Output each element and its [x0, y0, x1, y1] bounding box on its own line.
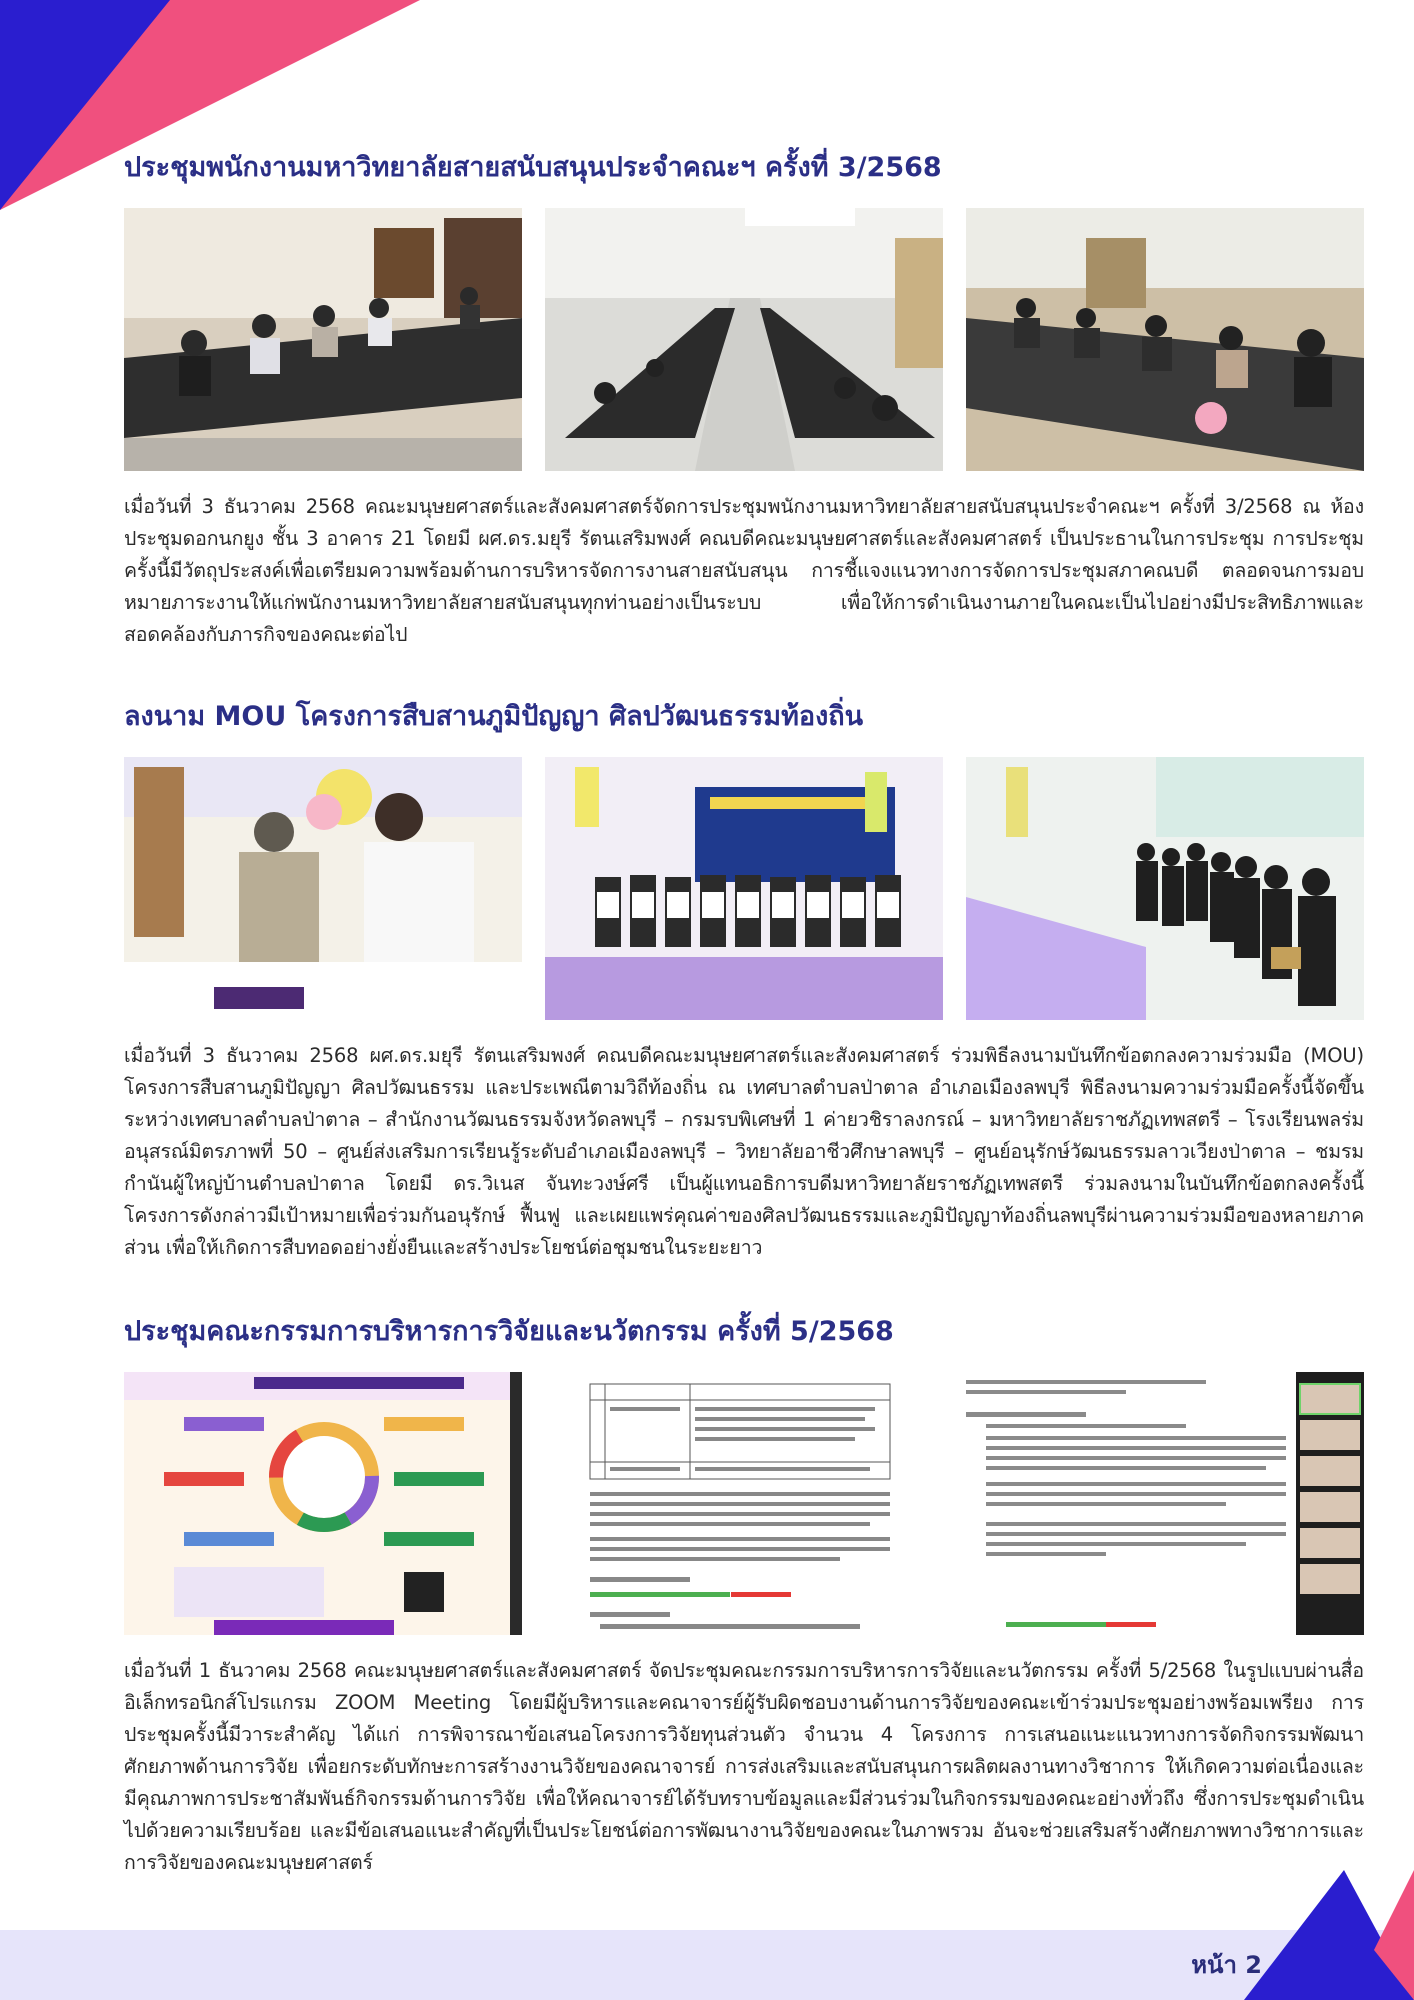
- section-title: ประชุมคณะกรรมการบริหารการวิจัยและนวัตกรรม ครั้งที่ 5/2568: [124, 1316, 894, 1347]
- section-title: ลงนาม MOU โครงการสืบสานภูมิปัญญา ศิลปวัฒนธรรมท้องถิ่น: [124, 701, 864, 732]
- page-number: หน้า 2: [1191, 1951, 1262, 1979]
- photo-row: [124, 757, 1364, 1020]
- photo-row: [124, 1372, 1364, 1635]
- mou-group-photo: [545, 757, 943, 1020]
- section-body: เมื่อวันที่ 3 ธันวาคม 2568 ผศ.ดร.มยุรี รัตนเสริมพงศ์ คณบดีคณะมนุษยศาสตร์และสังคมศาสตร์ ร่วมพิธีลงนามบันทึกข้อตกลงความร่วมมือ (MOU) โครงการสืบสานภูมิปัญญา ศิลปวัฒนธรรม และประเพณีตามวิถีท้องถิ่น ณ เทศบาลตำบลป่าตาล อำเภอเมืองลพบุรี พิธีลงนามความร่วมมือครั้งนี้จัดขึ้นระหว่างเทศบาลตำบลป่าตาล – สำนักงานวัฒนธรรมจังหวัดลพบุรี – กรมรบพิเศษที่ 1 ค่ายวชิราลงกรณ์ – มหาวิทยาลัยราชภัฏเทพสตรี – โรงเรียนพลร่มอนุสรณ์มิตรภาพที่ 50 – ศูนย์ส่งเสริมการเรียนรู้ระดับอำเภอเมืองลพบุรี – วิทยาลัยอาชีวศึกษาลพบุรี – ศูนย์อนุรักษ์วัฒนธรรมลาวเวียงป่าตาล – ชมรมกำนันผู้ใหญ่บ้านตำบลป่าตาล โดยมี ดร.วิเนส จันทะวงษ์ศรี เป็นผู้แทนอธิการบดีมหาวิทยาลัยราชภัฏเทพสตรี ร่วมลงนามในบันทึกข้อตกลงครั้งนี้ โครงการดังกล่าวมีเป้าหมายเพื่อร่วมกันอนุรักษ์ ฟื้นฟู และเผยแพร่คุณค่าของศิลปวัฒนธรรมและภูมิปัญญาท้องถิ่นลพบุรีผ่านความร่วมมือของหลายภาคส่วน เพื่อให้เกิดการสืบทอดอย่างยั่งยืนและสร้างประโยชน์ต่อชุมชนในระยะยาว: [124, 1044, 1364, 1259]
- mou-signing-photo: [124, 757, 522, 1020]
- news-section-staff-meeting: [124, 148, 1364, 651]
- meeting-room-long-table-photo: [545, 208, 943, 471]
- news-section-mou-signing: [124, 697, 1364, 1264]
- mou-audience-photo: [966, 757, 1364, 1020]
- corner-decoration-bottom: [1244, 1870, 1414, 2000]
- research-fund-poster: [124, 1372, 522, 1635]
- section-body: เมื่อวันที่ 3 ธันวาคม 2568 คณะมนุษยศาสตร์และสังคมศาสตร์จัดการประชุมพนักงานมหาวิทยาลัยสายสนับสนุนประจำคณะฯ ครั้งที่ 3/2568 ณ ห้องประชุมดอกนกยูง ชั้น 3 อาคาร 21 โดยมี ผศ.ดร.มยุรี รัตนเสริมพงศ์ คณบดีคณะมนุษยศาสตร์และสังคมศาสตร์ เป็นประธานในการประชุม การประชุมครั้งนี้มีวัตถุประสงค์เพื่อเตรียมความพร้อมด้านการบริหารจัดการงานสายสนับสนุน การชี้แจงแนวทางการจัดการประชุมสภาคณบดี ตลอดจนการมอบหมายภาระงานให้แก่พนักงานมหาวิทยาลัยสายสนับสนุนทุกท่านอย่างเป็นระบบ เพื่อให้การดำเนินงานภายในคณะเป็นไปอย่างมีประสิทธิภาพและสอดคล้องกับภารกิจของคณะต่อไป: [124, 495, 1364, 646]
- meeting-room-photo: [124, 208, 522, 471]
- section-body: เมื่อวันที่ 1 ธันวาคม 2568 คณะมนุษยศาสตร์และสังคมศาสตร์ จัดประชุมคณะกรรมการบริหารการวิจัยและนวัตกรรม ครั้งที่ 5/2568 ในรูปแบบผ่านสื่ออิเล็กทรอนิกส์โปรแกรม ZOOM Meeting โดยมีผู้บริหารและคณาจารย์ผู้รับผิดชอบงานด้านการวิจัยของคณะเข้าร่วมประชุมอย่างพร้อมเพรียง การประชุมครั้งนี้มีวาระสำคัญ ได้แก่ การพิจารณาข้อเสนอโครงการวิจัยทุนส่วนตัว จำนวน 4 โครงการ การเสนอแนะแนวทางการจัดกิจกรรมพัฒนาศักยภาพด้านการวิจัย เพื่อยกระดับทักษะการสร้างงานวิจัยของคณาจารย์ การส่งเสริมและสนับสนุนการผลิตผลงานทางวิชาการ ให้เกิดความต่อเนื่องและมีคุณภาพการประชาสัมพันธ์กิจกรรมด้านการวิจัย เพื่อให้คณาจารย์ได้รับทราบข้อมูลและมีส่วนร่วมในกิจกรรมของคณะอย่างทั่วถึง ซึ่งการประชุมดำเนินไปด้วยความเรียบร้อย และมีข้อเสนอแนะสำคัญที่เป็นประโยชน์ต่อการพัฒนางานวิจัยของคณะในภาพรวม อันจะช่วยเสริมสร้างศักยภาพทางวิชาการและการวิจัยของคณะมนุษยศาสตร์: [124, 1659, 1364, 1874]
- zoom-meeting-screenshot: [966, 1372, 1364, 1635]
- section-title: ประชุมพนักงานมหาวิทยาลัยสายสนับสนุนประจำคณะฯ ครั้งที่ 3/2568: [124, 152, 942, 183]
- research-document-screenshot: [545, 1372, 943, 1635]
- news-section-research-committee: [124, 1312, 1364, 1879]
- meeting-participants-photo: [966, 208, 1364, 471]
- photo-row: [124, 208, 1364, 471]
